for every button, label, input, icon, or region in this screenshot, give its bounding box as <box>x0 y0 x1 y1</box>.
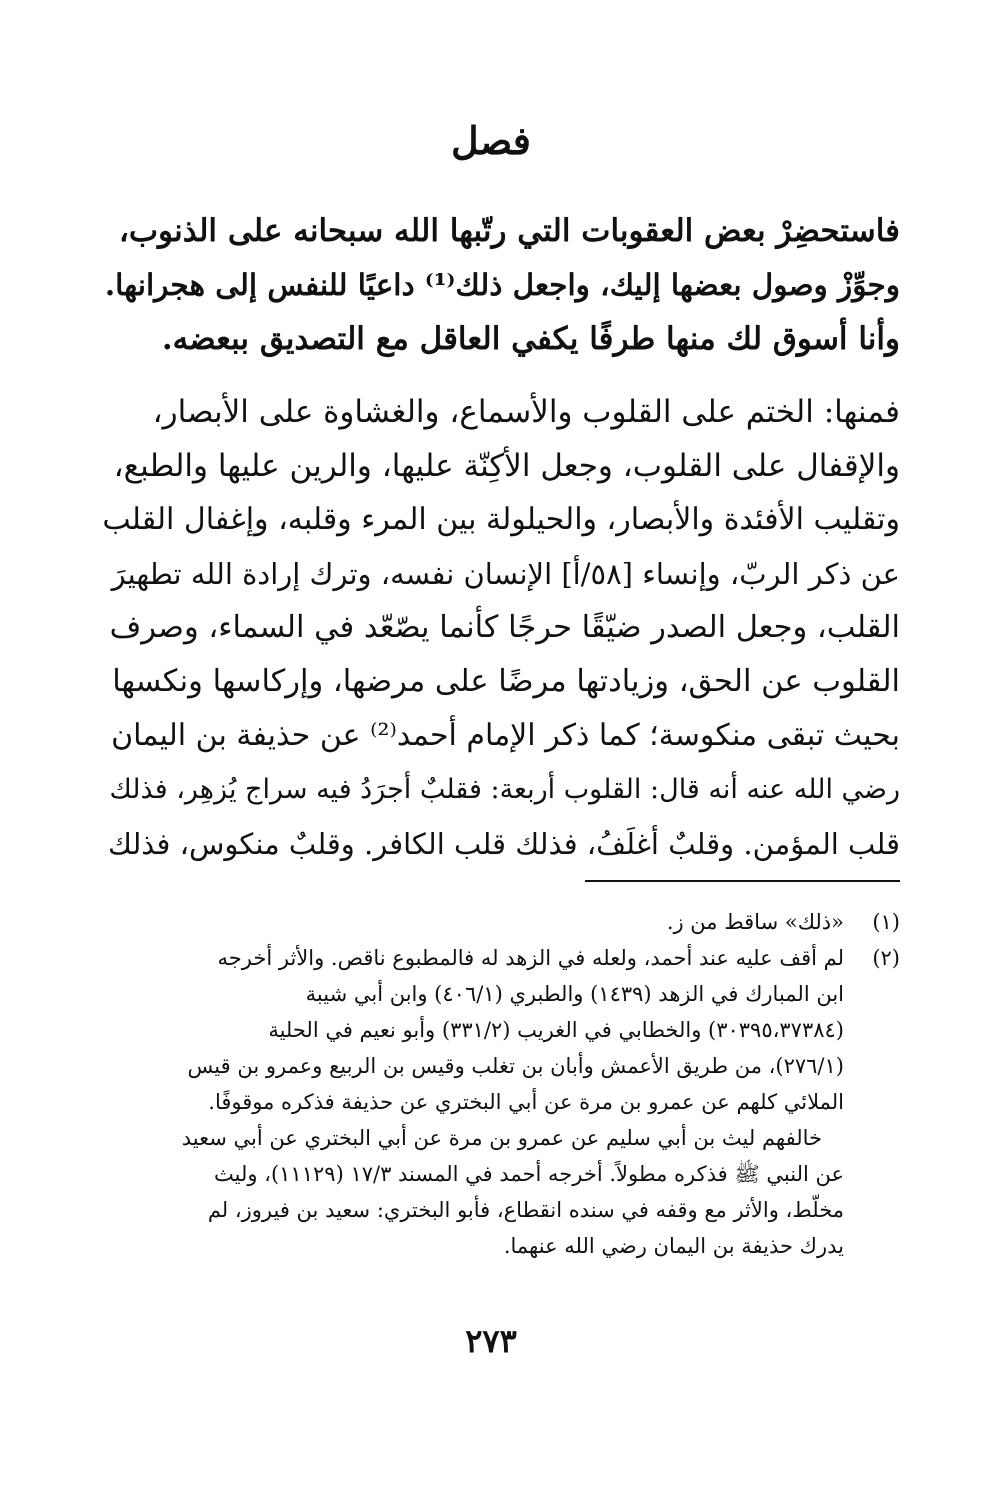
footnote-1 <box>100 904 900 940</box>
paragraph-line: القلب، وجعل الصدر ضيّقًا حرجًا كأنما يصّعّد في السماء، وصرف <box>109 610 900 645</box>
footnote-separator <box>585 880 900 882</box>
paragraph-line: القلوب عن الحق، وزيادتها مرضًا على مرضها، وإركاسها ونكسها <box>112 664 900 699</box>
footnote-line: لم أقف عليه عند أحمد، ولعله في الزهد له فالمطبوع ناقص. والأثر أخرجه <box>217 946 844 970</box>
paragraph-line: رضي الله عنه أنه قال: القلوب أربعة: فقلبٌ أجرَدُ فيه سراج يُزهِر، فذلك <box>109 774 900 805</box>
paragraph-line: فاستحضِرْ بعض العقوبات التي رتّبها الله سبحانه على الذنوب، <box>118 213 900 249</box>
paragraph-line: وتقليب الأفئدة والأبصار، والحيلولة بين المرء وقلبه، وإغفال القلب <box>102 502 900 537</box>
footnote-line: (٣٠٣٩٥،٣٧٣٨٤) والخطابي في الغريب (٣٣١/٢) وأبو نعيم في الحلية <box>268 1018 844 1042</box>
paragraph-line: والإقفال على القلوب، وجعل الأكِنّة عليها، والرين عليها والطبع، <box>113 448 900 484</box>
paragraph-line: وجوِّزْ وصول بعضها إليك، واجعل ذلك⁽¹⁾ داعيًا للنفس إلى هجرانها. <box>104 267 900 302</box>
paragraph-line: عن ذكر الربّ، وإنساء [٥٨/أ] الإنسان نفسه، وترك إرادة الله تطهيرَ <box>111 557 900 591</box>
paragraph-line: وأنا أسوق لك منها طرفًا يكفي العاقل مع التصديق ببعضه. <box>161 321 900 357</box>
footnote-line: الملائي كلهم عن عمرو بن مرة عن أبي البختري عن حذيفة فذكره موقوفًا. <box>208 1090 844 1114</box>
page-number: ٢٧٣ <box>465 1322 517 1360</box>
footnote-line: يدرك حذيفة بن اليمان رضي الله عنهما. <box>503 1234 844 1258</box>
section-heading: فصل <box>451 118 531 163</box>
footnote-line: ابن المبارك في الزهد (١٤٣٩) والطبري (٤٠٦/١) وابن أبي شيبة <box>305 982 844 1006</box>
footnote-line: «ذلك» ساقط من ز. <box>666 910 844 934</box>
paragraph-line: قلب المؤمن. وقلبٌ أغلَفُ، فذلك قلب الكافر. وقلبٌ منكوس، فذلك <box>108 827 900 861</box>
footnote-line: مخلّط، والأثر مع وقفه في سنده انقطاع، فأبو البختري: سعيد بن فيروز، لم <box>207 1198 844 1222</box>
footnote-number: (١) <box>872 910 900 934</box>
footnote-2-continuation <box>100 1120 844 1264</box>
footnote-line: خالفهم ليث بن أبي سليم عن عمرو بن مرة عن أبي البختري عن أبي سعيد <box>181 1126 822 1150</box>
footnote-line: عن النبي ﷺ فذكره مطولاً. أخرجه أحمد في المسند ١٧/٣ (١١١٢٩)، وليث <box>214 1162 844 1186</box>
footnote-2 <box>100 940 900 1120</box>
paragraph-line: بحيث تبقى منكوسة؛ كما ذكر الإمام أحمد⁽²⁾ عن حذيفة بن اليمان <box>111 718 900 753</box>
paragraph-line: فمنها: الختم على القلوب والأسماع، والغشاوة على الأبصار، <box>152 394 900 430</box>
paragraph-punishments <box>100 385 900 871</box>
footnote-number: (٢) <box>872 946 900 970</box>
paragraph-intro <box>100 204 900 366</box>
footnotes <box>100 904 900 1264</box>
footnote-line: (٢٧٦/١)، من طريق الأعمش وأبان بن تغلب وقيس بن الربيع وعمرو بن قيس <box>187 1054 844 1078</box>
